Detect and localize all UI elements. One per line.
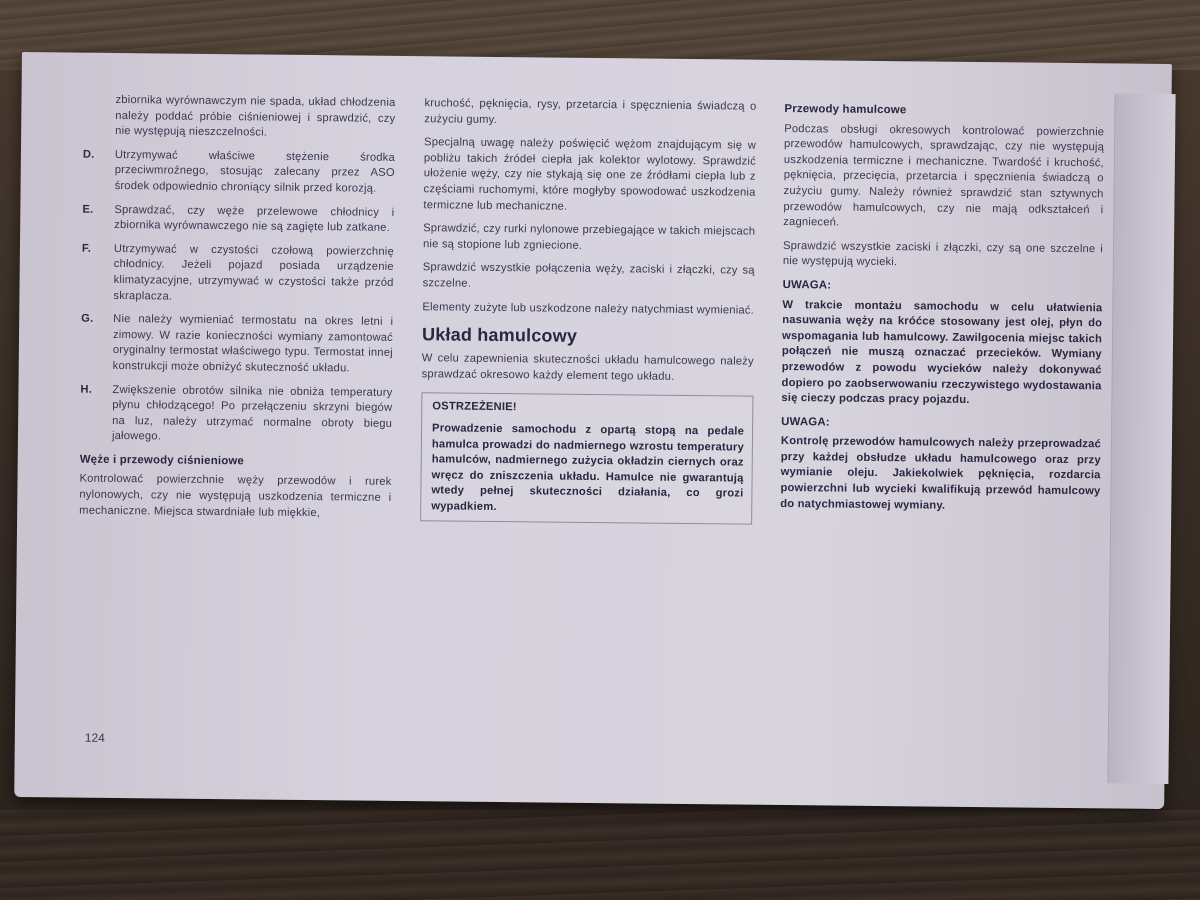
- item-letter: F.: [81, 242, 92, 255]
- item-text: Zwiększenie obrotów silnika nie obniża temperatury płynu chłodzącego! Po przełączeniu skrzyni biegów na luz, należy utrzymać normalne obroty biegu jałowego.: [111, 383, 393, 443]
- item-text: Sprawdzać, czy węże przelewowe chłodnicy i zbiornika wyrównawczego nie są zagięte lub zatkane.: [114, 203, 395, 235]
- item-text: Utrzymywać w czystości czołową powierzchnię chłodnicy. Jeżeli pojazd posiada urządzenie klimatyzacyjne, utrzymywać w czystości także przód skraplacza.: [113, 242, 394, 303]
- manual-page: [14, 52, 1172, 809]
- next-page-edge: [1107, 93, 1175, 784]
- subheading-brake-lines: Przewody hamulcowe: [784, 102, 907, 117]
- column-middle: [420, 96, 756, 525]
- item-text: Utrzymywać właściwe stężenie środka przeciwmroźnego, stosując zalecany przez ASO środek odpowiednio chroniący silnik przed korozją.: [114, 148, 395, 195]
- paragraph-4: Sprawdzić wszystkie połączenia węży, zaciski i złączki, czy są szczelne.: [422, 261, 755, 290]
- paragraph-1: kruchość, pęknięcia, rysy, przetarcia i spęcznienia świadczą o zużyciu gumy.: [424, 97, 757, 126]
- note-text-1: W trakcie montażu samochodu w celu ułatwienia nasuwania węży na króćce stosowany jest olej, płyn do wspomagania lub hamulcowy. Zawilgocenia miejsc takich połączeń nie muszą oznaczać przecieków. Wymiany przewodów z powodu wycieków należy dokonywać dopiero po zaobserwowaniu rzeczywistego wydostawania się cieczy podczas pracy pojazdu.: [781, 298, 1103, 407]
- paragraph-5: Elementy zużyte lub uszkodzone należy natychmiast wymieniać.: [422, 300, 755, 317]
- hoses-paragraph: Kontrolować powierzchnie węży przewodów i rurek nylonowych, czy nie występują uszkodzenia termiczne i mechaniczne. Miejsca stwardniałe lub miękkie,: [79, 473, 392, 519]
- note-title-1: UWAGA:: [782, 278, 832, 292]
- section-heading: Układ hamulcowy: [421, 324, 578, 346]
- list-item-e: [82, 202, 394, 236]
- list-item-g: [81, 312, 394, 378]
- warning-title: OSTRZEŻENIE!: [432, 400, 517, 414]
- item-text: Nie należy wymieniać termostatu na okres letni i zimowy. W razie konieczności wymiany zamontować oryginalny termostat właściwego typu. Termostat innej konstrukcji może obniżyć skuteczność układu.: [112, 313, 394, 375]
- item-letter: E.: [82, 203, 94, 216]
- note-text-2: Kontrolę przewodów hamulcowych należy przeprowadzać przy każdej obsłudze układu hamulcowego oraz przy wymianie oleju. Jakiekolwiek pęknięcia, rozdarcia powierzchni lub wycieki kwalifikują przewód hamulcowy do natychmiastowej wymiany.: [780, 435, 1102, 512]
- note-title-2: UWAGA:: [781, 415, 830, 429]
- paragraph-2: Specjalną uwagę należy poświęcić wężom znajdującym się w pobliżu takich źródeł ciepła jak kolektor wylotowy. Sprawdzić ułożenie węży, czy nie stykają się one ze źródłami ciepła lub z częściami ruchomymi, które mogłyby spowodować uszkodzenia termiczne lub mechaniczne.: [423, 136, 757, 213]
- list-item-f: [81, 241, 394, 307]
- column-right: [780, 100, 1104, 524]
- subheading-hoses: Węże i przewody ciśnieniowe: [79, 453, 245, 468]
- warning-text: Prowadzenie samochodu z opartą stopą na pedale hamulca prowadzi do nadmiernego wzrostu temperatury hamulców, nadmiernego zużycia okładzin ciernych oraz wręcz do zniszczenia układu. Hamulce nie gwarantują wtedy pełnej skuteczności działania, co grozi wypadkiem.: [431, 422, 745, 513]
- item-letter: D.: [82, 148, 95, 161]
- wooden-table-bottom: [0, 810, 1200, 900]
- intro-paragraph: zbiornika wyrównawczym nie spada, układ chłodzenia należy poddać próbie ciśnieniowej i sprawdzić, czy nie występują nieszczelności.: [115, 93, 396, 139]
- paragraph-6: W celu zapewnienia skuteczności układu hamulcowego należy sprawdzać okresowo każdy element tego układu.: [421, 352, 754, 383]
- item-letter: H.: [80, 383, 93, 396]
- item-letter: G.: [81, 312, 94, 325]
- clamps-paragraph: Sprawdzić wszystkie zaciski i złączki, czy są one szczelne i nie występują wycieki.: [782, 239, 1104, 269]
- column-left: [79, 93, 396, 530]
- paragraph-3: Sprawdzić, czy rurki nylonowe przebiegające w takich miejscach nie są stopione lub zgniecione.: [422, 222, 756, 252]
- brake-lines-paragraph: Podczas obsługi okresowych kontrolować powierzchnie przewodów hamulcowych, sprawdzając, czy nie występują uszkodzenia termiczne i mechaniczne. Twardość i kruchość, pęknięcia, przecięcia, przetarcia i spęcznienia świadczą o zużyciu gumy. Należy również sprawdzić stan sztywnych przewodów hamulcowych, czy nie mają odkształceń i zagnieceń.: [783, 122, 1105, 229]
- page-number: 124: [84, 730, 105, 745]
- warning-box: [420, 393, 753, 526]
- list-item-h: [80, 382, 393, 448]
- list-item-d: [83, 147, 395, 197]
